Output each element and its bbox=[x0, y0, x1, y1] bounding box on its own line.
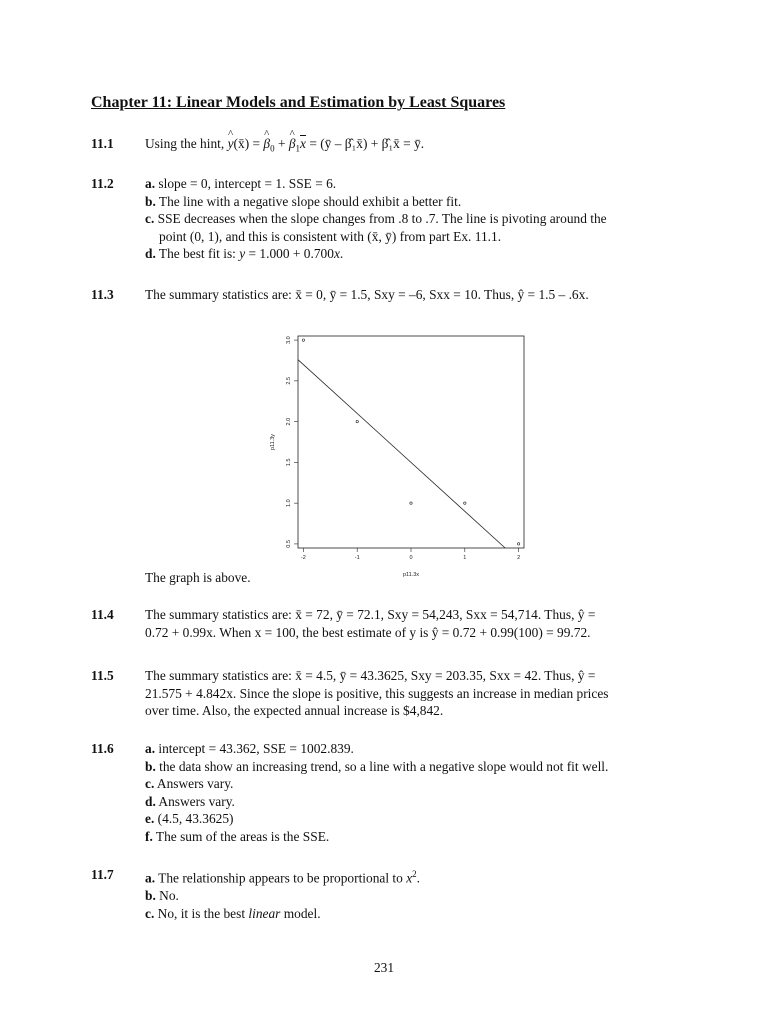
part-c bbox=[145, 210, 681, 228]
part-text: SSE decreases when the slope changes from .8 to .7. The line is pivoting around the bbox=[154, 211, 607, 227]
problem-number: 11.7 bbox=[91, 867, 114, 882]
part-text: Answers vary. bbox=[155, 793, 235, 809]
regression-line bbox=[298, 360, 505, 548]
y-axis-label: p11.3y bbox=[270, 433, 276, 451]
y-tick-label: 3.0 bbox=[286, 336, 292, 344]
part-label: a. bbox=[145, 741, 156, 756]
problem-number: 11.1 bbox=[91, 136, 114, 151]
problem-number: 11.3 bbox=[91, 287, 114, 302]
page-number: 231 bbox=[373, 960, 395, 975]
data-point bbox=[410, 502, 412, 504]
problem-11-5 bbox=[91, 667, 681, 720]
part-b bbox=[145, 758, 681, 776]
part-text: The relationship appears to be proportional to bbox=[155, 870, 407, 886]
scatter-plot bbox=[268, 328, 532, 580]
problem-text: Using the hint, bbox=[145, 136, 225, 151]
part-b bbox=[145, 193, 681, 211]
y-tick-label: 2.0 bbox=[286, 417, 292, 426]
x-tick-label: -1 bbox=[354, 555, 360, 561]
x-tick-label: 1 bbox=[463, 555, 467, 561]
superscript-2: 2 bbox=[412, 869, 417, 879]
x-tick-label: 0 bbox=[409, 555, 413, 561]
problem-number: 11.4 bbox=[91, 607, 114, 622]
part-text: The line with a negative slope should exhibit a better fit. bbox=[155, 193, 462, 209]
y-tick-label: 0.5 bbox=[286, 540, 292, 548]
text-line: The summary statistics are: x̄ = 72, ȳ = 72.1, Sxy = 54,243, Sxx = 54,714. Thus, ŷ = bbox=[145, 607, 596, 622]
part-label: c. bbox=[145, 905, 155, 921]
data-point bbox=[302, 339, 304, 341]
part-d bbox=[145, 793, 681, 811]
part-a bbox=[145, 740, 681, 758]
x-tick-label: 2 bbox=[517, 555, 521, 561]
beta1-hat: ^ β bbox=[289, 135, 296, 153]
part-a bbox=[145, 175, 681, 193]
x-tick-label: -2 bbox=[300, 555, 306, 561]
part-label: d. bbox=[145, 246, 156, 262]
yhat-symbol: ^ y bbox=[228, 135, 234, 153]
var-x: x bbox=[333, 246, 340, 262]
part-text: (4.5, 43.3625) bbox=[154, 811, 234, 827]
chapter-title: Chapter 11: Linear Models and Estimation by Least Squares bbox=[91, 94, 506, 111]
text-line: 21.575 + 4.842x. Since the slope is positive, this suggests an increase in median prices bbox=[145, 685, 609, 701]
period: . bbox=[339, 246, 344, 262]
part-label: b. bbox=[145, 758, 156, 774]
plot-frame bbox=[298, 336, 524, 548]
part-e bbox=[145, 810, 681, 828]
part-c-continued: point (0, 1), and this is consistent with (x̄, ȳ) from part Ex. 11.1. bbox=[159, 228, 502, 244]
part-f bbox=[145, 828, 681, 846]
var-y: y bbox=[239, 246, 246, 262]
part-label: e. bbox=[145, 811, 155, 827]
problem-number: 11.6 bbox=[91, 741, 114, 756]
problem-text: The summary statistics are: x̄ = 0, ȳ = 1.5, Sxy = –6, Sxx = 10. Thus, ŷ = 1.5 – .6x. bbox=[145, 287, 589, 302]
part-label: a. bbox=[145, 870, 156, 886]
graph-note: The graph is above. bbox=[145, 570, 251, 585]
problem-11-4 bbox=[91, 606, 681, 641]
part-b bbox=[145, 887, 681, 905]
beta0-hat: ^ β bbox=[263, 135, 270, 153]
problem-number: 11.5 bbox=[91, 668, 114, 683]
y-tick-label: 2.5 bbox=[286, 377, 292, 385]
problem-11-6 bbox=[91, 740, 681, 846]
text-line: 0.72 + 0.99x. When x = 100, the best estimate of y is ŷ = 0.72 + 0.99(100) = 99.72. bbox=[145, 624, 591, 640]
text-line: The summary statistics are: x̄ = 4.5, ȳ = 43.3625, Sxy = 203.35, Sxx = 42. Thus, ŷ = bbox=[145, 668, 596, 683]
problem-11-1 bbox=[91, 135, 681, 158]
text-line: over time. Also, the expected annual increase is $4,842. bbox=[145, 703, 444, 719]
data-point bbox=[464, 502, 466, 504]
data-point bbox=[517, 543, 519, 545]
problem-11-7 bbox=[91, 866, 681, 922]
period: . bbox=[416, 870, 420, 886]
subscript-0: 0 bbox=[270, 143, 275, 154]
part-text: Answers vary. bbox=[154, 776, 234, 792]
plus-sign: + bbox=[274, 136, 289, 151]
italic-word: linear bbox=[248, 905, 281, 921]
part-label: b. bbox=[145, 193, 156, 209]
part-text: the data show an increasing trend, so a line with a negative slope would not fit well. bbox=[155, 758, 609, 774]
problem-11-3 bbox=[91, 286, 681, 304]
data-point bbox=[356, 420, 358, 422]
part-text: slope = 0, intercept = 1. SSE = 6. bbox=[155, 176, 337, 191]
part-text: = 1.000 + 0.700 bbox=[245, 246, 334, 262]
subscript-1: 1 bbox=[295, 143, 301, 154]
part-label: d. bbox=[145, 793, 156, 809]
part-a bbox=[145, 866, 681, 887]
y-tick-label: 1.0 bbox=[286, 499, 292, 507]
var-x: x bbox=[406, 870, 413, 886]
equation-rest: = (ȳ – β̂₁x̄) + β̂₁x̄ = ȳ. bbox=[305, 136, 425, 151]
part-text: No. bbox=[155, 888, 179, 904]
y-tick-label: 1.5 bbox=[286, 458, 292, 467]
problem-11-2 bbox=[91, 175, 681, 263]
ybar-arg: (x̄) bbox=[233, 136, 250, 151]
part-label: a. bbox=[145, 176, 156, 191]
part-text: model. bbox=[280, 905, 321, 921]
part-label: f. bbox=[145, 828, 153, 844]
part-label: c. bbox=[145, 776, 155, 792]
part-text: The best fit is: bbox=[155, 246, 240, 262]
plot-svg bbox=[268, 328, 532, 580]
part-text: The sum of the areas is the SSE. bbox=[152, 828, 330, 844]
part-label: c. bbox=[145, 211, 155, 227]
xbar: $\overline{x}$ bbox=[300, 136, 306, 151]
x-axis-label: p11.3x bbox=[402, 572, 420, 578]
part-c bbox=[145, 775, 681, 793]
part-label: b. bbox=[145, 888, 156, 904]
problem-number: 11.2 bbox=[91, 176, 114, 191]
part-c bbox=[145, 905, 681, 923]
part-text: No, it is the best bbox=[154, 905, 249, 921]
part-text: intercept = 43.362, SSE = 1002.839. bbox=[155, 741, 354, 756]
equals-sign: = bbox=[249, 136, 264, 151]
part-d bbox=[145, 245, 681, 263]
